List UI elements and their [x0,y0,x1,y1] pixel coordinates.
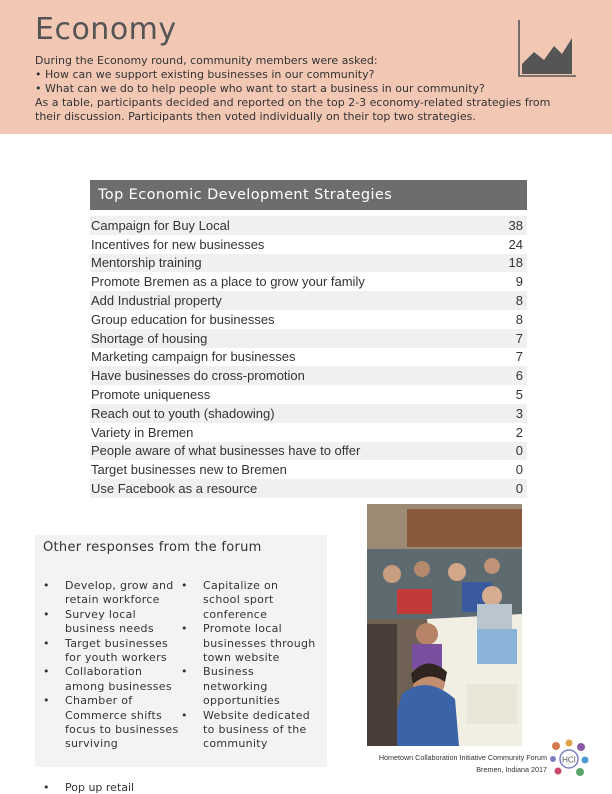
page-title: Economy [35,12,177,47]
list-item-text: Develop, grow and [65,579,174,592]
strategy-label: Incentives for new businesses [91,236,265,252]
list-item [43,637,183,666]
vote-count: 5 [515,387,523,403]
table-row [90,366,527,385]
strategy-label: Have businesses do cross-promotion [91,368,305,384]
list-item-text: Target businesses [65,636,169,650]
intro-text [35,54,595,124]
list-item-text: to business of the [203,723,307,737]
list-item-text: Collaboration [65,665,143,679]
strategy-label: Add Industrial property [91,293,222,309]
list-item [43,608,183,637]
caption-line: Bremen, Indiana 2017 [476,765,547,774]
list-item-text: networking [203,679,268,693]
vote-count: 24 [508,236,523,252]
vote-count: 6 [515,368,523,384]
table-row [90,310,527,329]
vote-count: 7 [515,349,523,365]
bullet: • [181,665,188,679]
list-item-text: school sport [203,593,274,607]
vote-count: 9 [515,274,523,290]
list-item [43,694,183,752]
vote-count: 8 [515,311,523,327]
bullet: • [43,781,50,794]
vote-count: 8 [515,293,523,309]
table-body [90,216,527,498]
list-item-text: surviving [65,737,119,751]
list-item-text: Pop up retail [65,781,135,794]
list-item-text: focus to businesses [65,723,179,737]
other-responses-title: Other responses from the forum [43,540,262,555]
vote-count: 2 [515,424,523,440]
list-item-text: community [203,737,268,751]
forum-photo [367,504,522,746]
strategy-label: Mentorship training [91,255,202,271]
hci-logo [548,738,590,780]
table-row [90,460,527,479]
bullet: • [43,694,50,708]
list-item-text: Website dedicated [203,708,311,722]
intro-line: During the Economy round, community members were asked: [35,54,378,67]
bullet: • [43,636,50,650]
table-title: Top Economic Development Strategies [90,180,527,210]
strategy-label: Promote uniqueness [91,387,211,403]
list-item-text: for youth workers [65,651,167,665]
list-item [43,579,183,608]
list-item-text: Commerce shifts [65,708,163,722]
list-item-text: businesses through [203,636,316,650]
strategy-label: Campaign for Buy Local [91,217,230,233]
table-row [90,404,527,423]
list-item-text: opportunities [203,694,281,708]
logo-text: HCI [562,755,576,765]
table-row [90,423,527,442]
bullet: • [181,708,188,722]
intro-line: • What can we do to help people who want to start a business in our community? [35,82,485,95]
table-row [90,479,527,498]
table-row [90,348,527,367]
vote-count: 18 [508,255,523,271]
table-row [90,216,527,235]
vote-count: 0 [515,481,523,497]
table-row [90,442,527,461]
other-responses-box [35,535,327,767]
responses-column-right [181,579,321,752]
list-item-text: Chamber of [65,694,133,708]
caption-line: Hometown Collaboration Initiative Community Forum [378,753,547,762]
table-row [90,291,527,310]
strategy-label: Reach out to youth (shadowing) [91,405,275,421]
list-item-text: retain workforce [65,593,160,607]
list-item-text: Capitalize on [203,579,279,592]
strategy-label: Marketing campaign for businesses [91,349,296,365]
responses-column-left [43,579,183,752]
strategy-label: Group education for businesses [91,311,275,327]
strategy-label: Target businesses new to Bremen [91,462,287,478]
table-row [90,272,527,291]
vote-count: 38 [508,217,523,233]
strategy-label: Shortage of housing [91,330,208,346]
list-item-text: conference [203,607,268,621]
list-item-text: among businesses [65,679,172,693]
bullet: • [43,607,50,621]
strategy-label: People aware of what businesses have to offer [91,443,361,459]
vote-count: 0 [515,443,523,459]
intro-line: As a table, participants decided and reported on the top 2-3 economy-related strategies from [35,96,551,109]
strategy-label: Promote Bremen as a place to grow your family [91,274,365,290]
list-item-text: Promote local [203,622,283,636]
bullet: • [181,622,188,636]
intro-line: their discussion. Participants then voted individually on their top two strategies. [35,110,476,123]
vote-count: 3 [515,405,523,421]
line-chart-icon [516,18,578,80]
list-item-text: Business [203,665,254,679]
bullet: • [43,579,50,592]
vote-count: 0 [515,462,523,478]
photo-caption [379,752,547,776]
table-row [90,235,527,254]
table-row [90,385,527,404]
list-item [43,665,183,694]
list-item [181,665,321,708]
header-band [0,0,612,134]
strategy-label: Use Facebook as a resource [91,481,258,497]
intro-line: • How can we support existing businesses in our community? [35,68,375,81]
strategy-label: Variety in Bremen [91,424,194,440]
list-item [181,579,321,622]
list-item-text: Survey local [65,607,136,621]
list-item [181,622,321,665]
strategies-table [90,180,527,498]
bullet: • [181,579,188,592]
table-row [90,329,527,348]
bullet: • [43,665,50,679]
list-item [43,781,134,794]
table-row [90,254,527,273]
vote-count: 7 [515,330,523,346]
list-item-text: town website [203,651,280,665]
list-item-text: business needs [65,622,154,636]
list-item [181,709,321,752]
